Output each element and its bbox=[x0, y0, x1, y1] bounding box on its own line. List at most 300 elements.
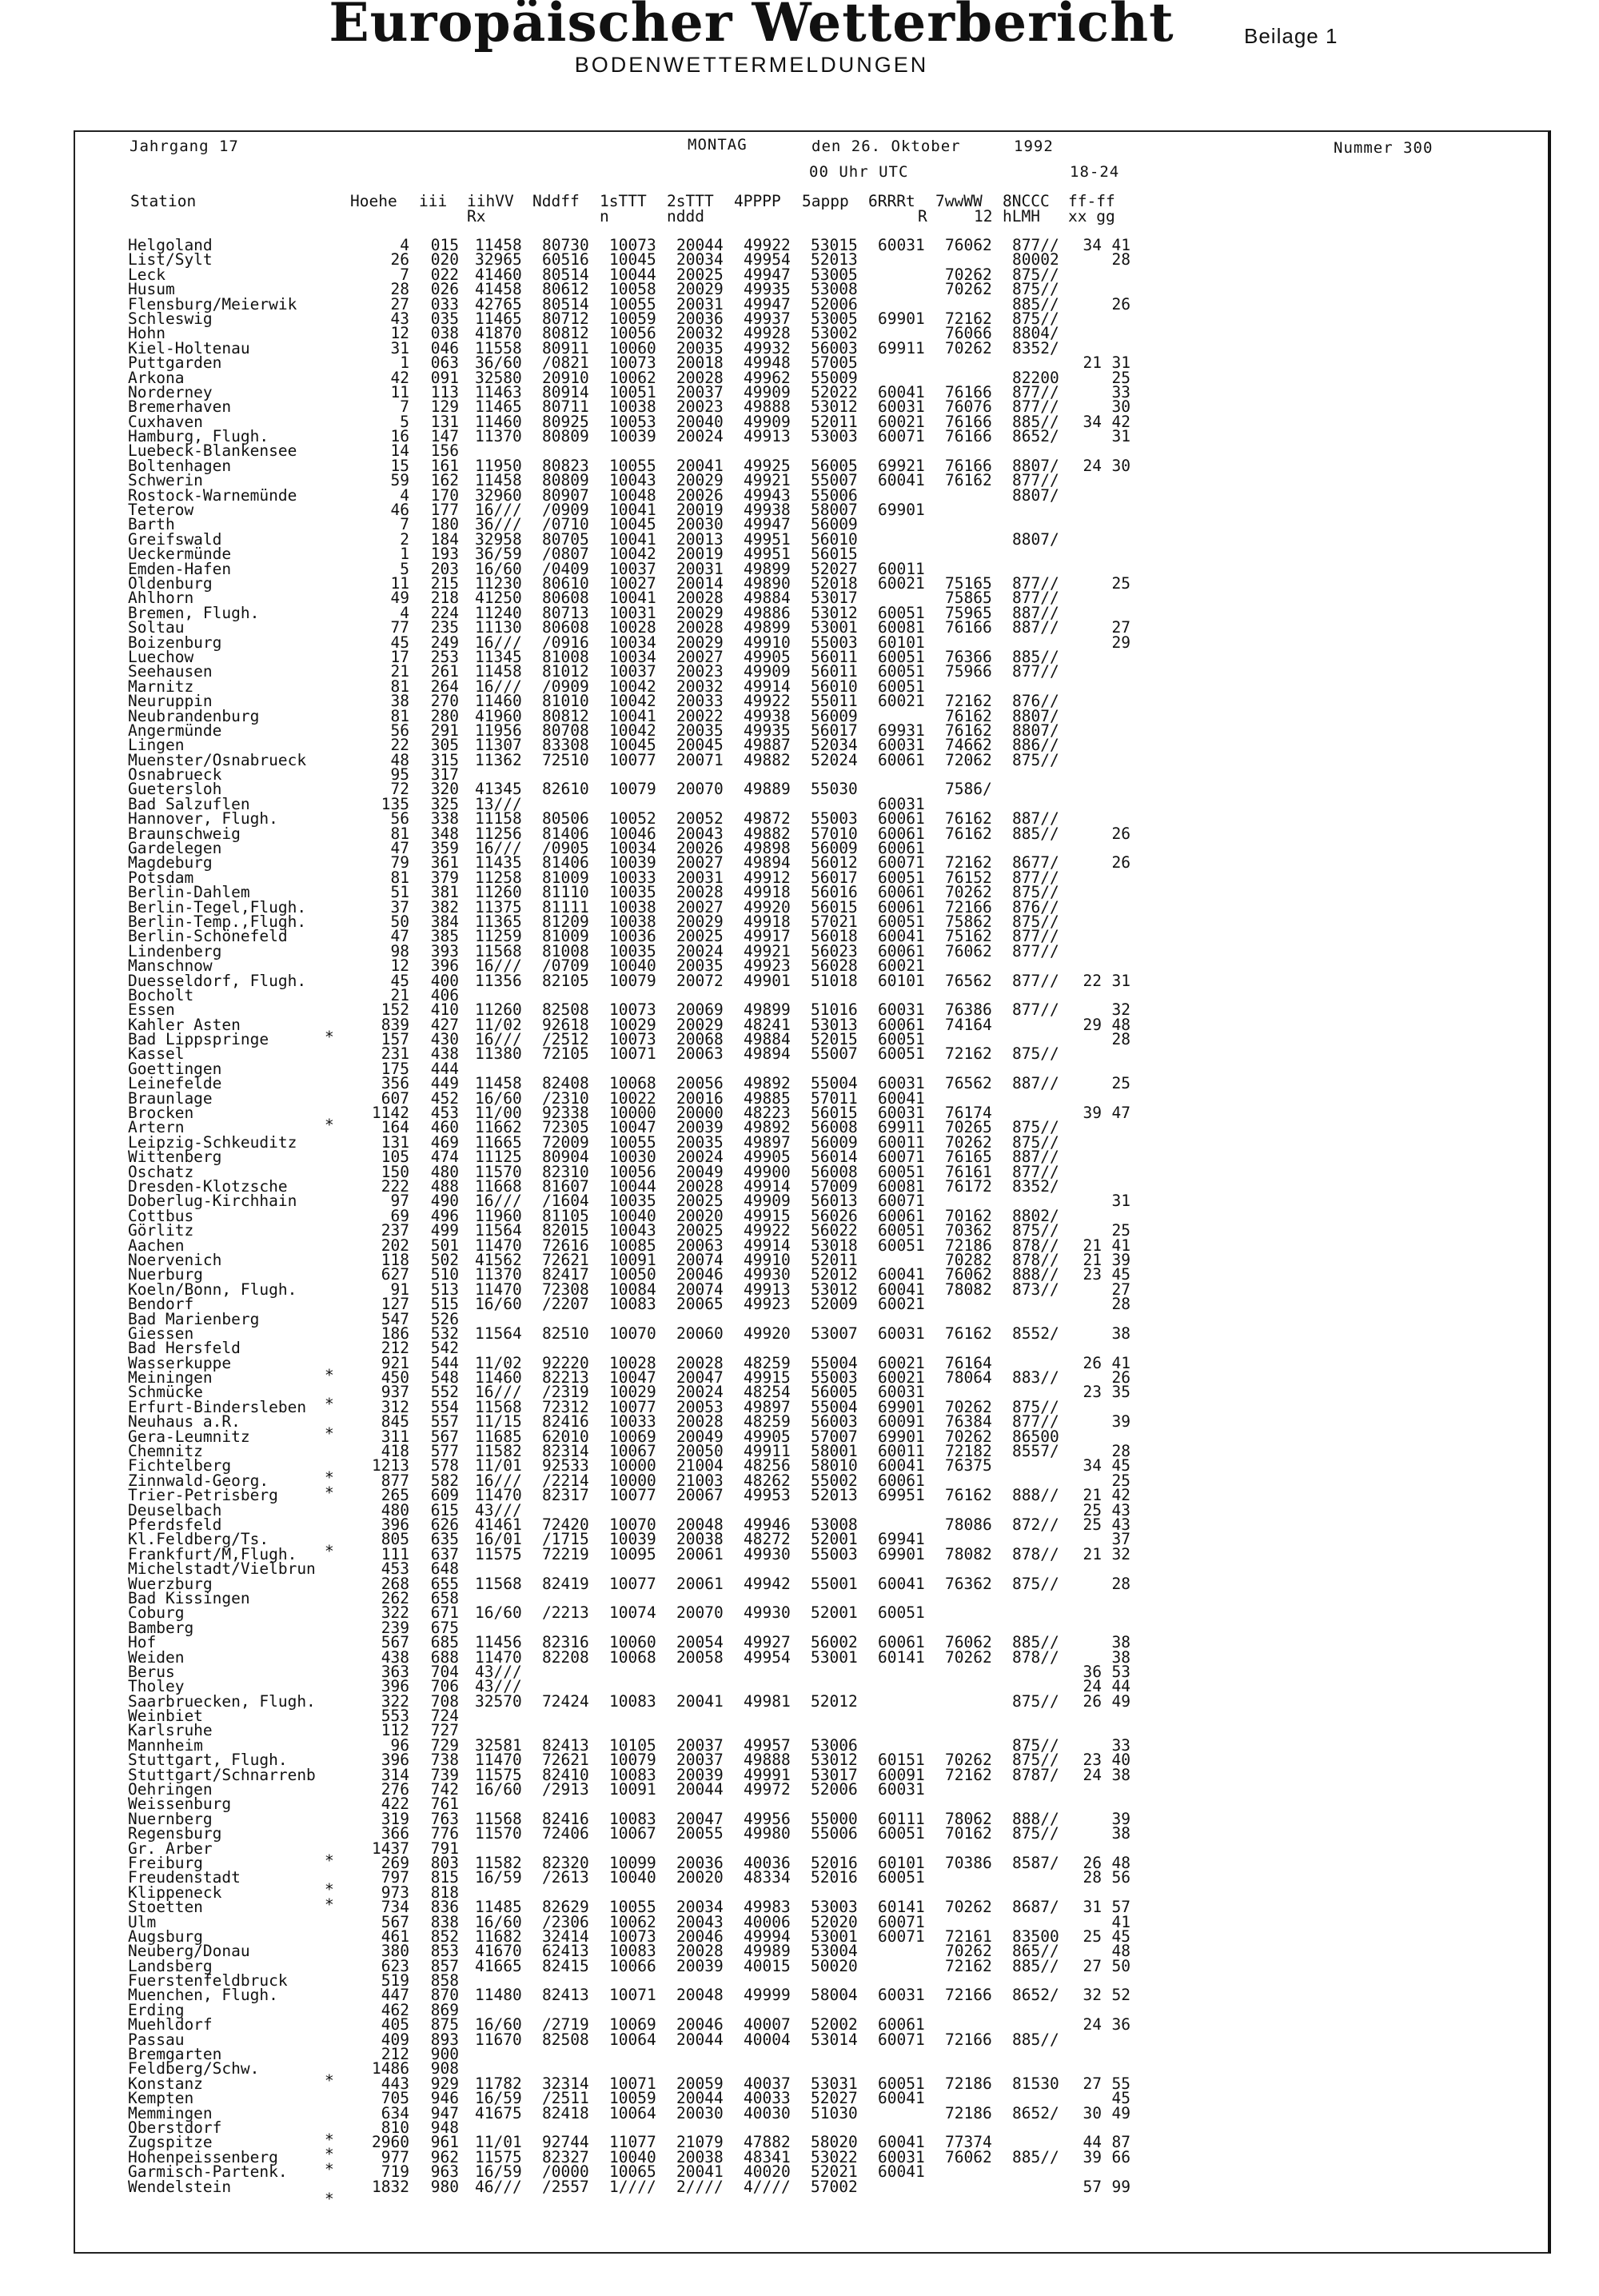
ttt2-value: 20046 bbox=[676, 1927, 724, 1946]
ttt1-value: 10042 bbox=[609, 545, 656, 564]
www-value: 70262 bbox=[945, 1132, 992, 1152]
ttt1-value: 10030 bbox=[609, 1148, 656, 1167]
hoehe-value: 405 bbox=[381, 2015, 409, 2034]
rrr-value: 60021 bbox=[878, 1353, 925, 1372]
rrr-value: 60071 bbox=[878, 1148, 925, 1167]
iii-value: 761 bbox=[430, 1795, 459, 1814]
table-row: Feldberg/Schw. * 1486 908 bbox=[128, 2059, 459, 2090]
nccc-value: 86500 bbox=[1012, 1427, 1059, 1446]
pppp-value: 40007 bbox=[744, 2015, 791, 2034]
iii-value: 224 bbox=[430, 603, 459, 622]
www-value: 72166 bbox=[945, 1986, 992, 2005]
pppp-value: 4//// bbox=[744, 2177, 791, 2196]
hoehe-value: 42 bbox=[390, 368, 409, 387]
appp-value: 53005 bbox=[811, 309, 858, 328]
hoehe-value: 262 bbox=[381, 1588, 409, 1607]
ff-gust-value: 55 bbox=[1111, 2074, 1130, 2093]
www-value: 72162 bbox=[945, 692, 992, 711]
station-name: Zinnwald-Georg. bbox=[128, 1471, 269, 1490]
iihvv-value: 11370 bbox=[475, 1265, 522, 1284]
nccc-value: 875// bbox=[1012, 1824, 1059, 1843]
station-name: Schmücke bbox=[128, 1383, 203, 1402]
nddff-value: /2213 bbox=[542, 1603, 589, 1623]
appp-value: 56012 bbox=[811, 853, 858, 872]
www-value: 72161 bbox=[945, 1927, 992, 1946]
year-label: 1992 bbox=[1014, 138, 1054, 155]
nddff-value: 81010 bbox=[542, 692, 589, 711]
iii-value: 853 bbox=[430, 1942, 459, 1961]
ff-gust-value: 28 bbox=[1111, 1574, 1130, 1593]
pppp-value: 49886 bbox=[744, 603, 791, 622]
col-station: Station bbox=[130, 192, 197, 210]
hoehe-value: 519 bbox=[381, 1971, 409, 1991]
iihvv-value: 16/60 bbox=[475, 2015, 522, 2034]
iihvv-value: 11307 bbox=[475, 736, 522, 755]
ff-max-value: 34 bbox=[1083, 412, 1102, 431]
ttt2-value: 20028 bbox=[676, 1942, 724, 1961]
ttt2-value: 20000 bbox=[676, 1104, 724, 1123]
rrr-value: 60071 bbox=[878, 427, 925, 446]
nccc-value: 8652/ bbox=[1012, 427, 1059, 446]
iii-value: 615 bbox=[430, 1500, 459, 1519]
appp-value: 53003 bbox=[811, 1898, 858, 1917]
rrr-value: 69901 bbox=[878, 1544, 925, 1563]
station-name: Luechow bbox=[128, 647, 194, 666]
nccc-value: 887// bbox=[1012, 809, 1059, 829]
pppp-value: 49951 bbox=[744, 545, 791, 564]
ttt1-value: 10060 bbox=[609, 1633, 656, 1652]
rrr-value: 60091 bbox=[878, 1412, 925, 1432]
pppp-value: 49899 bbox=[744, 559, 791, 578]
ff-gust-value: 38 bbox=[1111, 1765, 1130, 1784]
iii-value: 815 bbox=[430, 1868, 459, 1887]
ttt1-value: 10077 bbox=[609, 1397, 656, 1416]
appp-value: 53018 bbox=[811, 1236, 858, 1255]
nddff-value: 82408 bbox=[542, 1074, 589, 1093]
nccc-value: 875// bbox=[1012, 1118, 1059, 1137]
page-subtitle: BODENWETTERMELDUNGEN bbox=[574, 53, 929, 77]
col-nddff: Nddff bbox=[532, 192, 580, 210]
rrr-value: 69911 bbox=[878, 338, 925, 357]
ttt2-value: 20039 bbox=[676, 1118, 724, 1137]
hoehe-value: 265 bbox=[381, 1486, 409, 1505]
appp-value: 56005 bbox=[811, 1383, 858, 1402]
station-name: Muehldorf bbox=[128, 2015, 213, 2034]
rrr-value: 60061 bbox=[878, 1206, 925, 1225]
pppp-value: 49917 bbox=[744, 927, 791, 946]
iihvv-value: 16/// bbox=[475, 1030, 522, 1049]
iihvv-value: 41460 bbox=[475, 265, 522, 284]
pppp-value: 48256 bbox=[744, 1456, 791, 1475]
hoehe-value: 409 bbox=[381, 2030, 409, 2049]
ttt1-value: 10052 bbox=[609, 809, 656, 829]
col-www bbox=[935, 194, 992, 224]
www-value: 76166 bbox=[945, 456, 992, 475]
iii-value: 578 bbox=[430, 1456, 459, 1475]
iihvv-value: 11782 bbox=[475, 2074, 522, 2093]
ttt2-value: 20027 bbox=[676, 897, 724, 916]
ff-gust-value: 27 bbox=[1111, 618, 1130, 637]
pppp-value: 49948 bbox=[744, 353, 791, 373]
nccc-value: 875// bbox=[1012, 1691, 1059, 1711]
rrr-value: 60031 bbox=[878, 236, 925, 254]
nccc-value: 885// bbox=[1012, 824, 1059, 843]
station-name: Stoetten bbox=[128, 1898, 203, 1917]
rrr-value: 69921 bbox=[878, 456, 925, 475]
iihvv-value: 16/60 bbox=[475, 1088, 522, 1108]
pppp-value: 49962 bbox=[744, 368, 791, 387]
iihvv-value: 11/01 bbox=[475, 1456, 522, 1475]
appp-value: 56011 bbox=[811, 647, 858, 666]
iihvv-value: 16/59 bbox=[475, 2162, 522, 2182]
nddff-value: 81406 bbox=[542, 853, 589, 872]
nccc-value: 875// bbox=[1012, 1397, 1059, 1416]
iihvv-value: 11458 bbox=[475, 236, 522, 254]
rrr-value: 60031 bbox=[878, 1986, 925, 2005]
table-row: Wasserkuppe * 921 544 11/02 92220 10028 20028 48259 55004 60021 76164 26 41 bbox=[128, 1353, 1130, 1384]
ttt1-value: 10034 bbox=[609, 839, 656, 858]
nccc-value: 877// bbox=[1012, 471, 1059, 490]
iihvv-value: 11125 bbox=[475, 1148, 522, 1167]
hoehe-value: 222 bbox=[381, 1177, 409, 1196]
station-name: Neuhaus a.R. bbox=[128, 1412, 241, 1432]
hoehe-value: 973 bbox=[381, 1883, 409, 1902]
iihvv-value: 32581 bbox=[475, 1735, 522, 1755]
rrr-value: 69901 bbox=[878, 309, 925, 328]
ttt2-value: 20035 bbox=[676, 338, 724, 357]
ttt2-value: 20022 bbox=[676, 706, 724, 725]
nccc-value: 877// bbox=[1012, 662, 1059, 681]
appp-value: 51030 bbox=[811, 2103, 858, 2122]
pppp-value: 49887 bbox=[744, 736, 791, 755]
iihvv-value: 41461 bbox=[475, 1515, 522, 1534]
appp-value: 55003 bbox=[811, 809, 858, 829]
ff-gust-value: 40 bbox=[1111, 1751, 1130, 1770]
station-name: Koeln/Bonn, Flugh. bbox=[128, 1280, 297, 1299]
www-value: 76162 bbox=[945, 824, 992, 843]
ff-gust-value: 47 bbox=[1111, 1104, 1130, 1123]
iihvv-value: 32960 bbox=[475, 485, 522, 505]
ttt2-value: 20044 bbox=[676, 2030, 724, 2049]
iii-value: 427 bbox=[430, 1015, 459, 1034]
col-ttt2-sub: nddd bbox=[667, 207, 704, 226]
table-row: Hohenpeissenberg * 977 962 11575 82327 10040 20038 48341 53022 60031 76062 885// 39 66 bbox=[128, 2147, 1130, 2178]
rrr-value: 60071 bbox=[878, 1192, 925, 1211]
hoehe-value: 977 bbox=[381, 2147, 409, 2166]
www-value: 78082 bbox=[945, 1544, 992, 1563]
iii-value: 091 bbox=[430, 368, 459, 387]
ttt2-value: 20028 bbox=[676, 1353, 724, 1372]
ttt2-value: 20072 bbox=[676, 971, 724, 990]
ff-gust-value: 53 bbox=[1111, 1662, 1130, 1681]
pppp-value: 49922 bbox=[744, 1221, 791, 1240]
station-name: Bad Lippspringe bbox=[128, 1030, 269, 1049]
ff-max-value: 57 bbox=[1083, 2177, 1102, 2196]
col-ff bbox=[1068, 194, 1115, 224]
iii-value: 704 bbox=[430, 1662, 459, 1681]
ff-gust-value: 39 bbox=[1111, 1250, 1130, 1269]
nccc-value: 8807/ bbox=[1012, 485, 1059, 505]
station-name: Norderney bbox=[128, 382, 213, 401]
col-www-sub: 12 bbox=[974, 207, 993, 226]
www-value: 72062 bbox=[945, 750, 992, 769]
ff-max-value: 24 bbox=[1083, 1677, 1102, 1696]
pppp-value: 48259 bbox=[744, 1353, 791, 1372]
hoehe-value: 237 bbox=[381, 1221, 409, 1240]
iihvv-value: 11463 bbox=[475, 382, 522, 401]
nccc-value: 876// bbox=[1012, 692, 1059, 711]
ttt2-value: 20074 bbox=[676, 1250, 724, 1269]
ttt2-value: 20037 bbox=[676, 1751, 724, 1770]
www-value: 72186 bbox=[945, 2103, 992, 2122]
station-name: Muenster/Osnabrueck bbox=[128, 750, 307, 769]
iii-value: 400 bbox=[430, 971, 459, 990]
nddff-value: 80904 bbox=[542, 1148, 589, 1167]
iii-value: 637 bbox=[430, 1544, 459, 1563]
station-name: Bad Hersfeld bbox=[128, 1339, 241, 1358]
ttt1-value: 10058 bbox=[609, 280, 656, 299]
iihvv-value: 32580 bbox=[475, 368, 522, 387]
iihvv-value: 11370 bbox=[475, 427, 522, 446]
pppp-value: 49923 bbox=[744, 1295, 791, 1314]
ttt2-value: 20027 bbox=[676, 853, 724, 872]
iihvv-value: 11575 bbox=[475, 1765, 522, 1784]
ttt1-value: 10062 bbox=[609, 368, 656, 387]
nddff-value: /2511 bbox=[542, 2089, 589, 2108]
rrr-value: 60051 bbox=[878, 912, 925, 931]
nccc-value: 8677/ bbox=[1012, 853, 1059, 872]
ttt2-value: 20029 bbox=[676, 280, 724, 299]
hoehe-value: 5 bbox=[400, 559, 409, 578]
iihvv-value: 11458 bbox=[475, 1074, 522, 1093]
nddff-value: 72219 bbox=[542, 1544, 589, 1563]
nccc-value: 876// bbox=[1012, 897, 1059, 916]
iihvv-value: 41458 bbox=[475, 280, 522, 299]
col-iihvv bbox=[467, 194, 514, 224]
ff-gust-value: 37 bbox=[1111, 1530, 1130, 1549]
nddff-value: 32414 bbox=[542, 1927, 589, 1946]
nddff-value: /1604 bbox=[542, 1192, 589, 1211]
iii-value: 129 bbox=[430, 397, 459, 417]
ttt1-value: 10083 bbox=[609, 1295, 656, 1314]
ttt2-value: 20026 bbox=[676, 839, 724, 858]
pppp-value: 49894 bbox=[744, 853, 791, 872]
iihvv-value: 11470 bbox=[475, 1751, 522, 1770]
pppp-value: 49954 bbox=[744, 250, 791, 270]
station-name: Erding bbox=[128, 2000, 185, 2019]
iii-value: 708 bbox=[430, 1691, 459, 1711]
iii-value: 063 bbox=[430, 353, 459, 373]
ff-max-value: 32 bbox=[1083, 1986, 1102, 2005]
pppp-value: 49981 bbox=[744, 1691, 791, 1711]
ttt1-value: 10059 bbox=[609, 2089, 656, 2108]
ttt2-value: 20047 bbox=[676, 1809, 724, 1828]
nccc-value: 875// bbox=[1012, 1574, 1059, 1593]
nccc-value: 875// bbox=[1012, 309, 1059, 328]
rrr-value: 60031 bbox=[878, 1074, 925, 1093]
ttt1-value: 10073 bbox=[609, 353, 656, 373]
ttt1-value: 10042 bbox=[609, 692, 656, 711]
pppp-value: 49922 bbox=[744, 692, 791, 711]
hoehe-value: 422 bbox=[381, 1795, 409, 1814]
station-name: Feldberg/Schw. bbox=[128, 2059, 260, 2078]
ttt1-value: 10071 bbox=[609, 1044, 656, 1064]
appp-value: 56009 bbox=[811, 515, 858, 534]
ff-gust-value: 30 bbox=[1111, 456, 1130, 475]
nccc-value: 8804/ bbox=[1012, 324, 1059, 343]
ttt2-value: 20058 bbox=[676, 1647, 724, 1667]
pppp-value: 49947 bbox=[744, 265, 791, 284]
appp-value: 52013 bbox=[811, 250, 858, 270]
iii-value: 393 bbox=[430, 941, 459, 960]
appp-value: 55007 bbox=[811, 471, 858, 490]
ttt2-value: 20024 bbox=[676, 1383, 724, 1402]
rrr-value: 60021 bbox=[878, 573, 925, 593]
www-value: 74662 bbox=[945, 736, 992, 755]
hoehe-value: 212 bbox=[381, 2045, 409, 2064]
ttt2-value: 20028 bbox=[676, 368, 724, 387]
ttt1-value: 10099 bbox=[609, 1853, 656, 1872]
nccc-value: 8652/ bbox=[1012, 2103, 1059, 2122]
hoehe-value: 1142 bbox=[372, 1104, 409, 1123]
nddff-value: 82208 bbox=[542, 1647, 589, 1667]
appp-value: 51016 bbox=[811, 1000, 858, 1020]
pppp-value: 40020 bbox=[744, 2162, 791, 2182]
ttt2-value: 20074 bbox=[676, 1280, 724, 1299]
hoehe-value: 79 bbox=[390, 853, 409, 872]
pppp-value: 49954 bbox=[744, 1647, 791, 1667]
ttt2-value: 21004 bbox=[676, 1456, 724, 1475]
ff-max-value: 30 bbox=[1083, 2103, 1102, 2122]
station-name: Bad Salzuflen bbox=[128, 794, 250, 813]
iii-value: 449 bbox=[430, 1074, 459, 1093]
appp-value: 56016 bbox=[811, 883, 858, 902]
rrr-value: 60151 bbox=[878, 1751, 925, 1770]
hoehe-value: 157 bbox=[381, 1030, 409, 1049]
iihvv-value: 41345 bbox=[475, 780, 522, 799]
station-name: Berlin-Schönefeld bbox=[128, 927, 288, 946]
ttt1-value: 10044 bbox=[609, 1177, 656, 1196]
hoehe-value: 319 bbox=[381, 1809, 409, 1828]
hoehe-value: 152 bbox=[381, 1000, 409, 1020]
iii-value: 776 bbox=[430, 1824, 459, 1843]
pppp-value: 49910 bbox=[744, 1250, 791, 1269]
station-name: Leinefelde bbox=[128, 1074, 222, 1093]
station-name: Bamberg bbox=[128, 1618, 194, 1637]
ttt2-value: 20040 bbox=[676, 412, 724, 431]
ttt1-value: 10045 bbox=[609, 736, 656, 755]
station-name: Husum bbox=[128, 280, 175, 299]
ttt2-value: 20036 bbox=[676, 309, 724, 328]
pppp-value: 49932 bbox=[744, 338, 791, 357]
rrr-value: 60031 bbox=[878, 794, 925, 813]
nddff-value: 62010 bbox=[542, 1427, 589, 1446]
appp-value: 53001 bbox=[811, 618, 858, 637]
table-row bbox=[128, 2030, 1167, 2049]
ttt1-value: 10083 bbox=[609, 1942, 656, 1961]
appp-value: 53012 bbox=[811, 1751, 858, 1770]
col-nccc bbox=[1003, 194, 1050, 224]
www-value: 76166 bbox=[945, 618, 992, 637]
iihvv-value: 43/// bbox=[475, 1500, 522, 1519]
ff-gust-value: 57 bbox=[1111, 1898, 1130, 1917]
rrr-value: 60051 bbox=[878, 647, 925, 666]
nddff-value: 80712 bbox=[542, 309, 589, 328]
ttt2-value: 20043 bbox=[676, 1912, 724, 1931]
iihvv-value: 16/// bbox=[475, 501, 522, 520]
appp-value: 57005 bbox=[811, 353, 858, 373]
station-name: Neuberg/Donau bbox=[128, 1942, 250, 1961]
station-name: Kiel-Holtenau bbox=[128, 338, 250, 357]
hoehe-value: 567 bbox=[381, 1633, 409, 1652]
iihvv-value: 11682 bbox=[475, 1927, 522, 1946]
www-value: 76066 bbox=[945, 324, 992, 343]
col-ttt2 bbox=[667, 194, 714, 224]
rrr-value: 60061 bbox=[878, 1471, 925, 1490]
hoehe-value: 276 bbox=[381, 1780, 409, 1799]
station-name: Bad Marienberg bbox=[128, 1309, 260, 1328]
ttt2-value: 20046 bbox=[676, 1265, 724, 1284]
appp-value: 53012 bbox=[811, 1280, 858, 1299]
nccc-value: 885// bbox=[1012, 294, 1059, 313]
iii-value: 609 bbox=[430, 1486, 459, 1505]
www-value: 75165 bbox=[945, 573, 992, 593]
iihvv-value: 16/// bbox=[475, 1383, 522, 1402]
iii-value: 893 bbox=[430, 2030, 459, 2049]
nddff-value: 72105 bbox=[542, 1044, 589, 1064]
ttt2-value: 20041 bbox=[676, 2162, 724, 2182]
iii-value: 453 bbox=[430, 1104, 459, 1123]
station-name: Karlsruhe bbox=[128, 1721, 213, 1740]
pppp-value: 40037 bbox=[744, 2074, 791, 2093]
iii-value: 249 bbox=[430, 633, 459, 652]
appp-value: 56022 bbox=[811, 1221, 858, 1240]
ttt1-value: 10051 bbox=[609, 382, 656, 401]
station-name: Bocholt bbox=[128, 985, 194, 1004]
pppp-value: 49991 bbox=[744, 1765, 791, 1784]
station-name: Weissenburg bbox=[128, 1795, 232, 1814]
iii-value: 857 bbox=[430, 1956, 459, 1975]
nddff-value: 82417 bbox=[542, 1265, 589, 1284]
ttt2-value: 2//// bbox=[676, 2177, 724, 2196]
rrr-value: 60041 bbox=[878, 1088, 925, 1108]
iihvv-value: 41665 bbox=[475, 1956, 522, 1975]
station-name: Ulm bbox=[128, 1912, 157, 1931]
nddff-value: /0709 bbox=[542, 956, 589, 976]
ttt1-value: 10000 bbox=[609, 1104, 656, 1123]
hoehe-value: 131 bbox=[381, 1132, 409, 1152]
ttt2-value: 20019 bbox=[676, 501, 724, 520]
iihvv-value: 11564 bbox=[475, 1221, 522, 1240]
rrr-value: 60101 bbox=[878, 633, 925, 652]
iihvv-value: 11558 bbox=[475, 338, 522, 357]
iihvv-value: 11260 bbox=[475, 1000, 522, 1020]
ff-gust-value: 26 bbox=[1111, 853, 1130, 872]
nddff-value: /2613 bbox=[542, 1868, 589, 1887]
nddff-value: 82510 bbox=[542, 1324, 589, 1343]
nccc-value: 8352/ bbox=[1012, 338, 1059, 357]
iii-value: 438 bbox=[430, 1044, 459, 1064]
www-value: 76166 bbox=[945, 382, 992, 401]
ff-gust-value: 25 bbox=[1111, 573, 1130, 593]
nddff-value: 72424 bbox=[542, 1691, 589, 1711]
appp-value: 56017 bbox=[811, 721, 858, 740]
nddff-value: 32314 bbox=[542, 2074, 589, 2093]
hoehe-value: 81 bbox=[390, 868, 409, 887]
appp-value: 57011 bbox=[811, 1088, 858, 1108]
pppp-value: 49914 bbox=[744, 1177, 791, 1196]
www-value: 76162 bbox=[945, 1486, 992, 1505]
